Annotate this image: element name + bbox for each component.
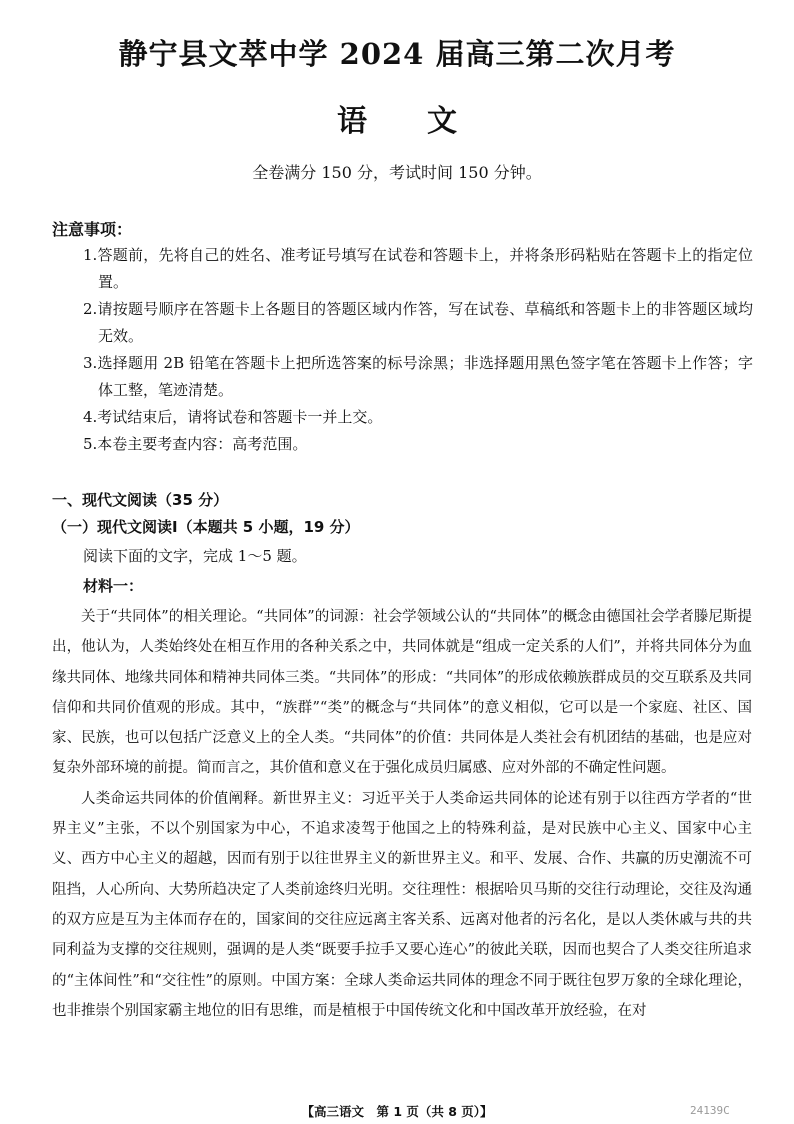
subject-title: 语文 bbox=[337, 104, 517, 139]
note-item: 5.本卷主要考查内容：高考范围。 bbox=[83, 435, 308, 453]
body-paragraph: 人类命运共同体的价值阐释。新世界主义：习近平关于人类命运共同体的论述有别于以往西方学者的“世界主义”主张，不以个别国家为中心，不追求凌驾于他国之上的特殊利益，是对民族中心主义、国家中心主义、西方中心主义的超越，因而有别于以往世界主义的新世界主义。和平、发展、合作、共赢的历史潮流不可阻挡，人心所向、大势所趋决定了人类前途终归光明。交往理性：根据哈贝马斯的交往行动理论，交往及沟通的双方应是互为主体而存在的，国家间的交往应远离主客关系、远离对他者的污名化，是以人类休戚与共的共同利益为支撑的交往规则，强调的是人类“既要手拉手又要心连心”的彼此关联，因而也契合了人类交往所追求的“主体间性”和“交往性”的原则。中国方案：全球人类命运共同体的理念不同于既往包罗万象的全球化理论，也非推崇个别国家霸主地位的旧有思维，而是植根于中国传统文化和中国改革开放经验，在对 bbox=[52, 790, 752, 1019]
material-label: 材料一： bbox=[83, 577, 144, 595]
notes-heading: 注意事项： bbox=[52, 220, 133, 239]
note-item: 1.答题前，先将自己的姓名、准考证号填写在试卷和答题卡上，并将条形码粘贴在答题卡上的指定位置。 bbox=[83, 246, 753, 291]
note-item: 3.选择题用 2B 铅笔在答题卡上把所选答案的标号涂黑；非选择题用黑色签字笔在答题卡上作答；字体工整，笔迹清楚。 bbox=[83, 354, 753, 399]
material-body bbox=[52, 602, 752, 1026]
score-time-line: 全卷满分 150 分，考试时间 150 分钟。 bbox=[252, 163, 542, 182]
section-title: 一、现代文阅读（35 分） bbox=[52, 491, 229, 509]
exam-title: 静宁县文萃中学 2024 届高三第二次月考 bbox=[118, 37, 676, 71]
subsection-title: （一）现代文阅读Ⅰ（本题共 5 小题，19 分） bbox=[52, 518, 360, 536]
page-footer: 【高三语文 第 1 页（共 8 页）】 bbox=[301, 1104, 493, 1119]
note-item: 2.请按题号顺序在答题卡上各题目的答题区域内作答，写在试卷、草稿纸和答题卡上的非答题区域均无效。 bbox=[83, 300, 753, 345]
note-item: 4.考试结束后，请将试卷和答题卡一并上交。 bbox=[83, 408, 383, 426]
body-paragraph: 关于“共同体”的相关理论。“共同体”的词源：社会学领域公认的“共同体”的概念由德国社会学者滕尼斯提出，他认为，人类始终处在相互作用的各种关系之中，共同体就是“组成一定关系的人们”，并将共同体分为血缘共同体、地缘共同体和精神共同体三类。“共同体”的形成：“共同体”的形成依赖族群成员的交互联系及共同信仰和共同价值观的形成。其中，“族群”“类”的概念与“共同体”的意义相似，它可以是一个家庭、社区、国家、民族，也可以包括广泛意义上的全人类。“共同体”的价值：共同体是人类社会有机团结的基础，也是应对复杂外部环境的前提。简而言之，其价值和意义在于强化成员归属感、应对外部的不确定性问题。 bbox=[52, 609, 752, 777]
footer-code: 24139C bbox=[690, 1104, 730, 1117]
notes-list bbox=[83, 242, 753, 458]
reading-instruction: 阅读下面的文字，完成 1～5 题。 bbox=[83, 547, 307, 565]
